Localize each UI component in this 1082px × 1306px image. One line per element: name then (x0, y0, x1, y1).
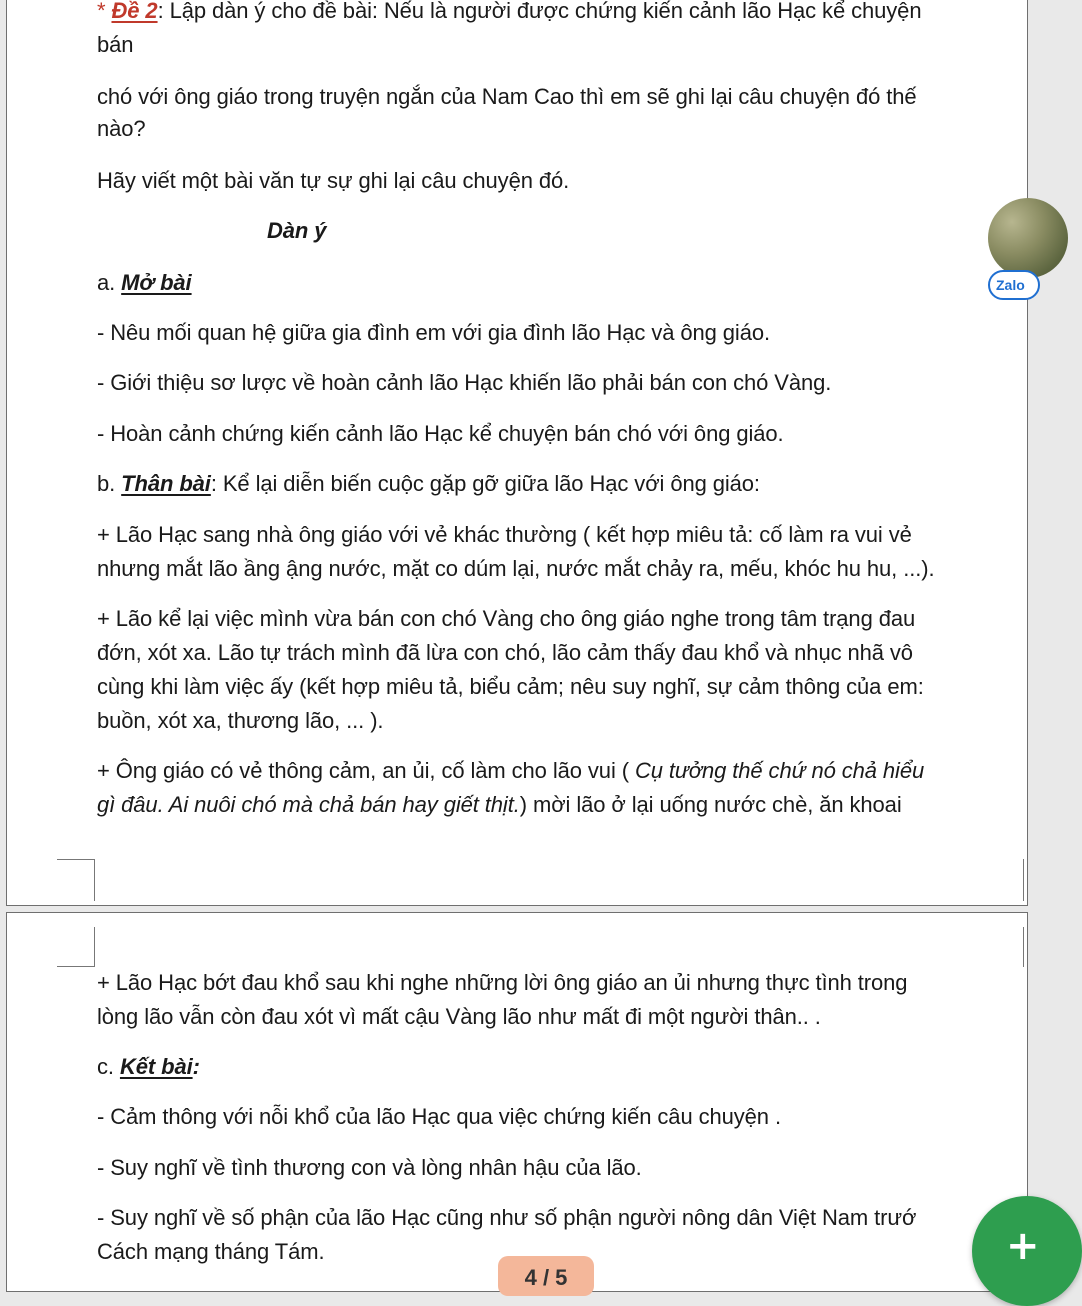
document-page-2 (6, 912, 1028, 1292)
text-line: + Ông giáo có vẻ thông cảm, an ủi, cố làm cho lão vui ( Cụ tưởng thế chứ nó chả hiểu (97, 758, 925, 783)
page-indicator: 4 / 5 (498, 1256, 594, 1296)
text-line: Hãy viết một bài văn tự sự ghi lại câu chuyện đó. (97, 168, 570, 193)
text-line: cùng khi làm việc ấy (kết hợp miêu tả, biểu cảm; nêu suy nghĩ, sự cảm thông của em: (97, 674, 924, 699)
text-line: Cách mạng tháng Tám. (97, 1239, 325, 1264)
text-line: + Lão kể lại việc mình vừa bán con chó Vàng cho ông giáo nghe trong tâm trạng đau (97, 606, 916, 631)
text-line: buồn, xót xa, thương lão, ... ). (97, 708, 384, 733)
text-line: nhưng mắt lão ầng ậng nước, mặt co dúm lại, nước mắt chảy ra, mếu, khóc hu hu, ...). (97, 556, 935, 581)
crop-mark (57, 859, 95, 901)
text-line: - Cảm thông với nỗi khổ của lão Hạc qua việc chứng kiến câu chuyện . (97, 1104, 781, 1129)
outline-heading: Dàn ý (267, 218, 327, 243)
text-line: - Nêu mối quan hệ giữa gia đình em với gia đình lão Hạc và ông giáo. (97, 320, 770, 345)
text-line: đớn, xót xa. Lão tự trách mình đã lừa con chó, lão cảm thấy đau khổ và nhục nhã vô (97, 640, 913, 665)
text-line: - Suy nghĩ về tình thương con và lòng nhân hậu của lão. (97, 1155, 642, 1180)
document-page-1 (6, 0, 1028, 906)
text-line: + Lão Hạc bớt đau khổ sau khi nghe những lời ông giáo an ủi nhưng thực tình trong (97, 970, 908, 995)
zalo-badge[interactable]: Zalo (988, 270, 1040, 300)
assignment-title: * Đề 2: Lập dàn ý cho đề bài: Nếu là người được chứng kiến cảnh lão Hạc kể chuyện (97, 0, 922, 23)
text-line: bán (97, 32, 134, 57)
text-line: gì đâu. Ai nuôi chó mà chả bán hay giết thịt.) mời lão ở lại uống nước chè, ăn khoai (97, 792, 902, 817)
crop-mark (57, 927, 95, 967)
crop-mark (1023, 927, 1061, 967)
text-line: - Hoàn cảnh chứng kiến cảnh lão Hạc kể chuyện bán chó với ông giáo. (97, 421, 784, 446)
text-line: chó với ông giáo trong truyện ngắn của Nam Cao thì em sẽ ghi lại câu chuyện đó thế (97, 84, 917, 109)
section-a-heading: a. Mở bài (97, 270, 192, 295)
plus-icon: + (1006, 1223, 1040, 1269)
crop-mark (1023, 859, 1061, 901)
text-line: + Lão Hạc sang nhà ông giáo với vẻ khác thường ( kết hợp miêu tả: cố làm ra vui vẻ (97, 522, 912, 547)
text-line: - Suy nghĩ về số phận của lão Hạc cũng như số phận người nông dân Việt Nam trướ (97, 1205, 917, 1230)
zalo-bubble-avatar[interactable] (988, 198, 1068, 278)
text-line: lòng lão vẫn còn đau xót vì mất cậu Vàng lão như mất đi một người thân.. . (97, 1004, 821, 1029)
text-line: nào? (97, 116, 146, 141)
section-c-heading: c. Kết bài: (97, 1054, 200, 1079)
text-line: - Giới thiệu sơ lược về hoàn cảnh lão Hạc khiến lão phải bán con chó Vàng. (97, 370, 832, 395)
section-b-heading: b. Thân bài: Kể lại diễn biến cuộc gặp gỡ giữa lão Hạc với ông giáo: (97, 471, 760, 496)
